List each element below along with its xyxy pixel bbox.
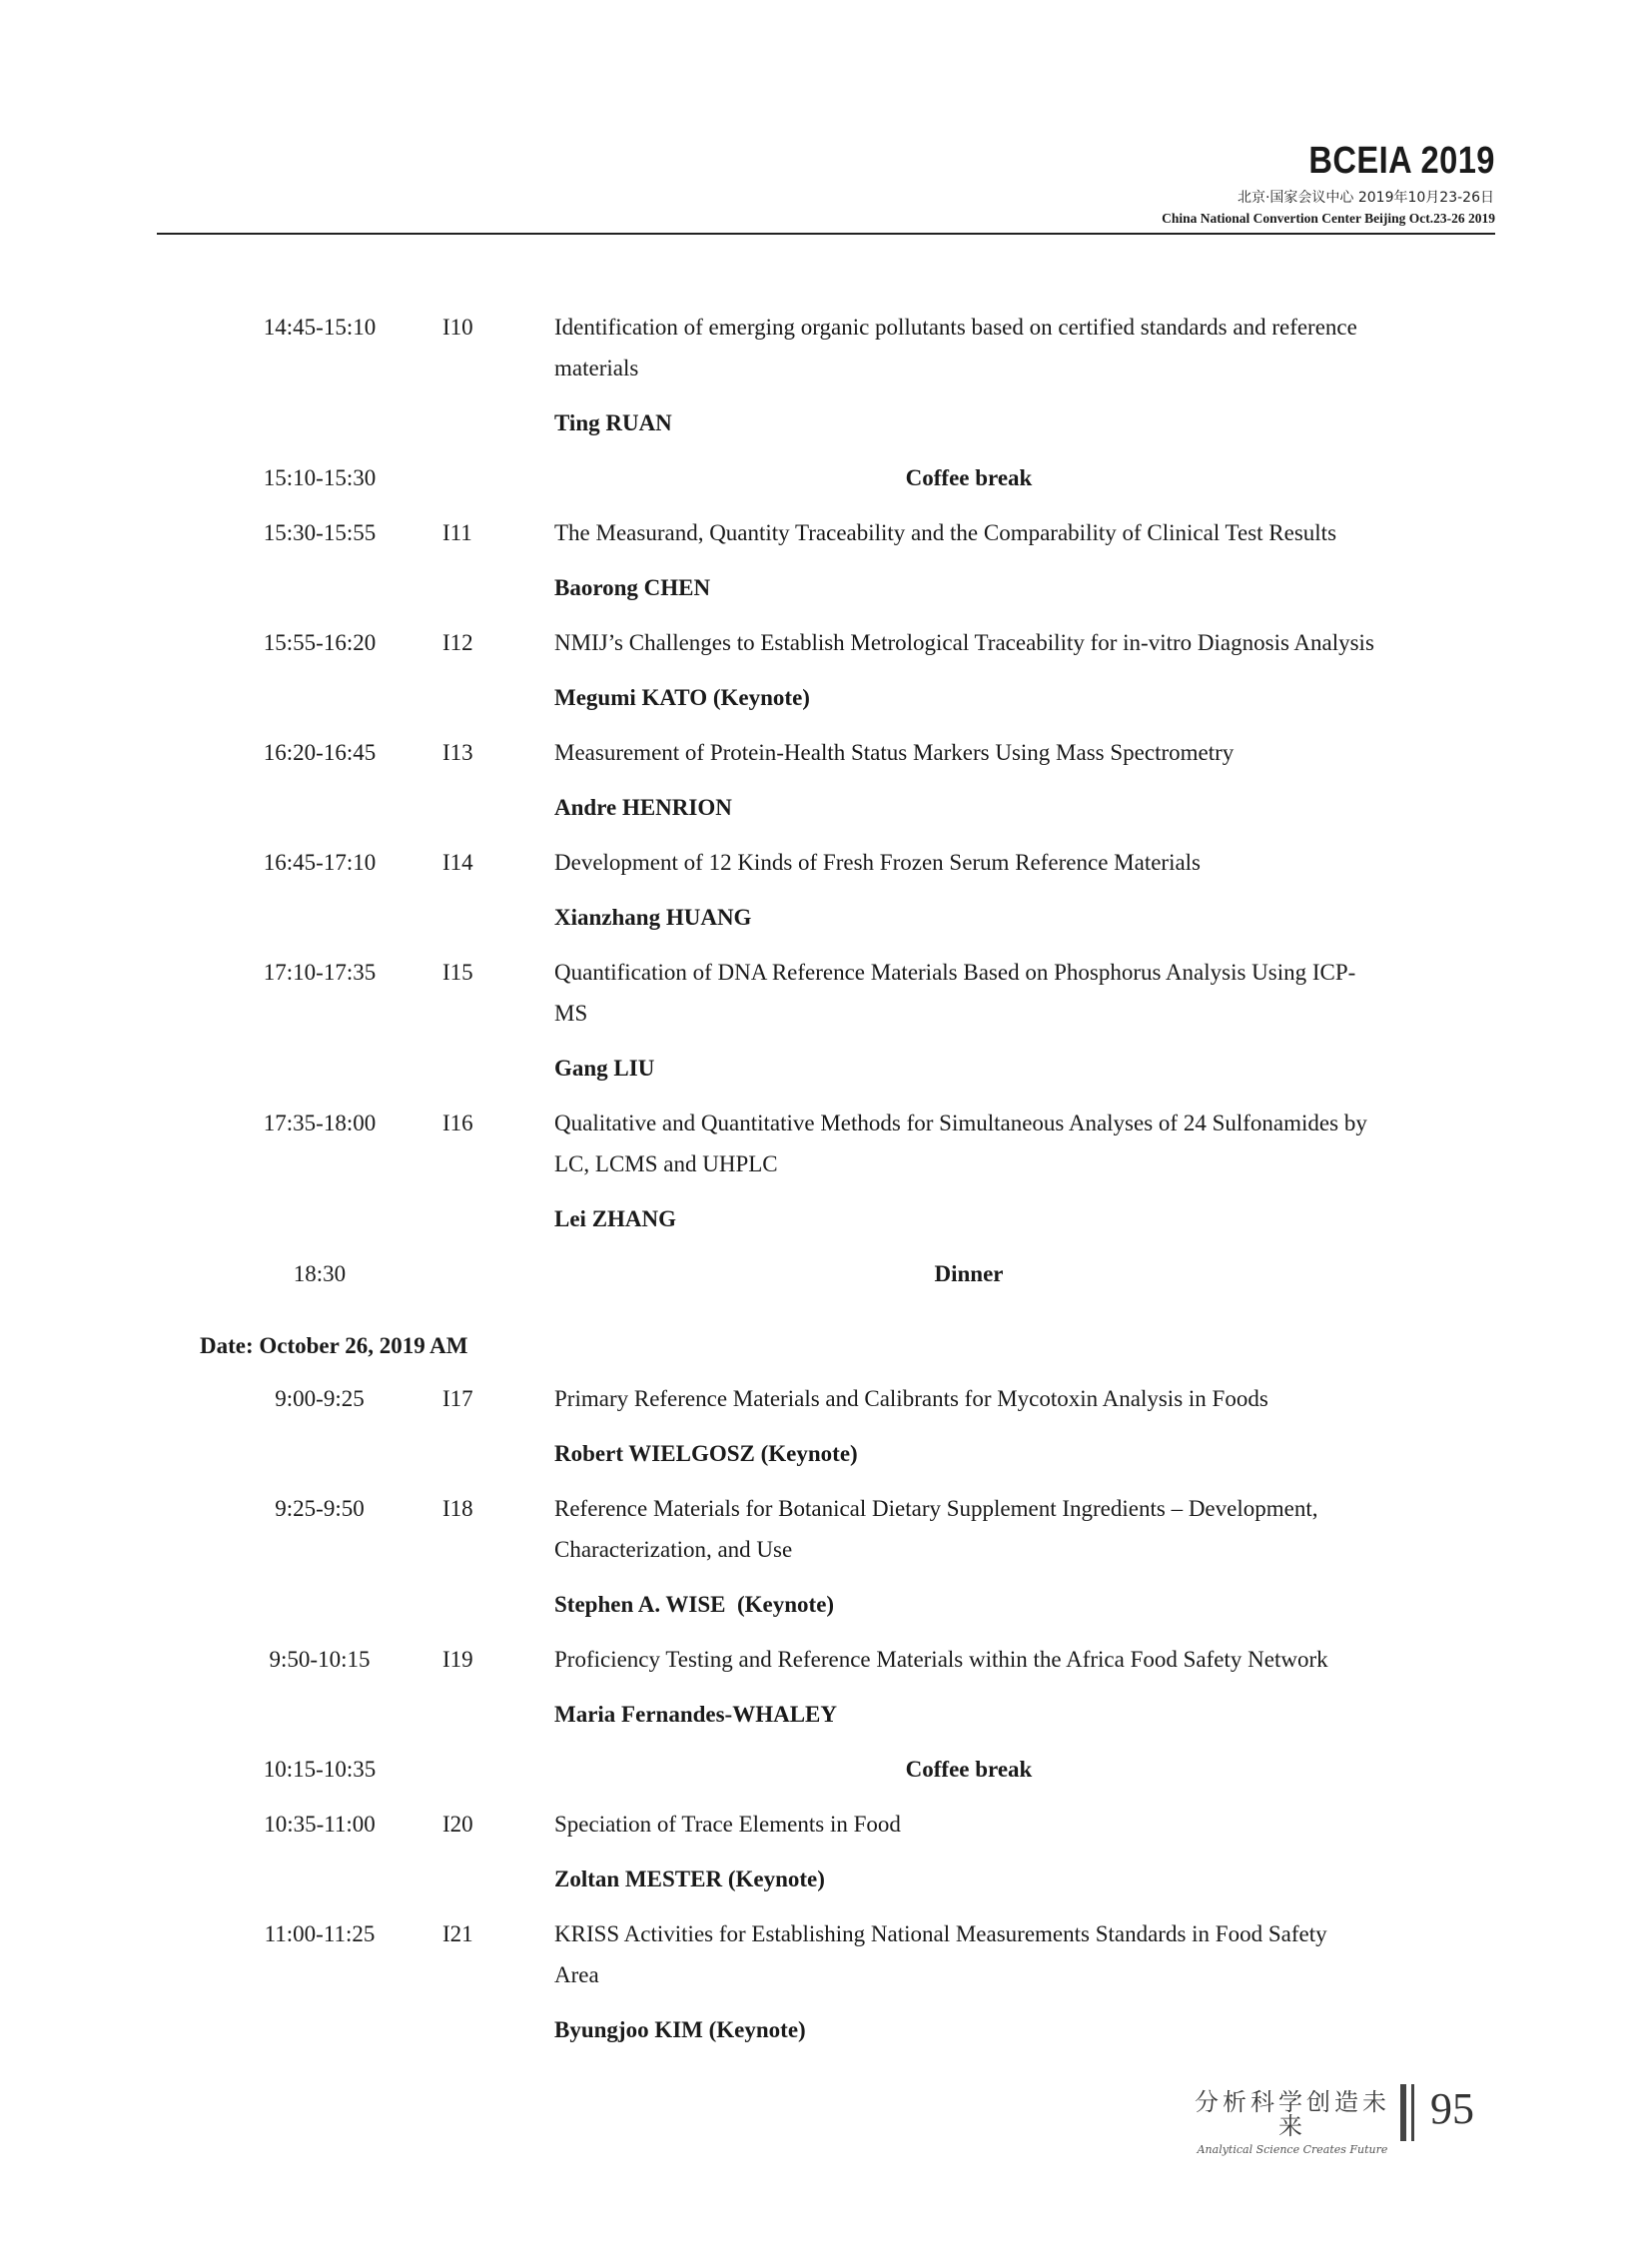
session-title: NMIJ’s Challenges to Establish Metrological Traceability for in-vitro Diagnosis Analysis — [554, 630, 1374, 655]
session-speaker: Ting RUAN — [554, 410, 672, 435]
session-time: 15:55-16:20 — [263, 630, 377, 655]
break-label: Coffee break — [905, 465, 1033, 490]
day-heading: Date: October 26, 2019 AM — [200, 1333, 468, 1358]
session-title-line2: MS — [554, 1001, 588, 1026]
session-code: I19 — [442, 1647, 473, 1672]
session-title-line2: Area — [554, 1962, 599, 1987]
footer-divider-thin — [1411, 2084, 1414, 2141]
session-speaker: Maria Fernandes-WHALEY — [554, 1702, 838, 1727]
session-title-line2: materials — [554, 356, 639, 380]
conference-subtitle-en: China National Convertion Center Beijing Oct.23-26 2019 — [1162, 211, 1495, 226]
session-title: Quantification of DNA Reference Materials Based on Phosphorus Analysis Using ICP- — [554, 960, 1356, 985]
session-speaker: Robert WIELGOSZ (Keynote) — [554, 1441, 858, 1466]
session-title-line2: Characterization, and Use — [554, 1537, 793, 1562]
session-code: I10 — [442, 315, 473, 340]
break-label: Dinner — [934, 1261, 1004, 1286]
session-title: KRISS Activities for Establishing National Measurements Standards in Food Safety — [554, 1921, 1327, 1946]
conference-subtitle-cn: 北京·国家会议中心 2019年10月23-26日 — [1237, 190, 1494, 206]
session-code: I18 — [442, 1496, 473, 1521]
slogan-cn: 分析科学创造未来 — [1195, 2088, 1390, 2140]
session-speaker: Zoltan MESTER (Keynote) — [554, 1867, 825, 1891]
session-speaker: Megumi KATO (Keynote) — [554, 685, 810, 710]
footer-divider-thick — [1400, 2084, 1406, 2141]
session-speaker: Andre HENRION — [554, 795, 732, 820]
session-code: I14 — [442, 850, 473, 875]
session-speaker: Stephen A. WISE (Keynote) — [554, 1592, 835, 1617]
break-label: Coffee break — [905, 1757, 1033, 1782]
session-code: I12 — [442, 630, 473, 655]
session-title: Development of 12 Kinds of Fresh Frozen Serum Reference Materials — [554, 850, 1202, 875]
session-speaker: Byungjoo KIM (Keynote) — [554, 2017, 806, 2042]
page-number: 95 — [1430, 2084, 1474, 2133]
session-time: 16:20-16:45 — [263, 740, 377, 765]
break-time: 18:30 — [293, 1261, 347, 1286]
session-code: I17 — [442, 1386, 473, 1411]
session-speaker: Xianzhang HUANG — [554, 905, 752, 930]
session-code: I20 — [442, 1812, 473, 1837]
session-time: 14:45-15:10 — [263, 315, 377, 340]
session-title: Speciation of Trace Elements in Food — [554, 1812, 901, 1837]
session-title: Reference Materials for Botanical Dietary Supplement Ingredients – Development, — [554, 1496, 1318, 1521]
session-code: I13 — [442, 740, 473, 765]
session-code: I21 — [442, 1921, 473, 1946]
slogan-en: Analytical Science Creates Future — [1197, 2143, 1388, 2156]
session-title: Primary Reference Materials and Calibrants for Mycotoxin Analysis in Foods — [554, 1386, 1268, 1411]
session-title: Proficiency Testing and Reference Materials within the Africa Food Safety Network — [554, 1647, 1328, 1672]
session-time: 9:25-9:50 — [275, 1496, 365, 1521]
session-title: The Measurand, Quantity Traceability and the Comparability of Clinical Test Results — [554, 520, 1337, 545]
session-time: 10:35-11:00 — [264, 1812, 376, 1837]
session-title: Measurement of Protein-Health Status Markers Using Mass Spectrometry — [554, 740, 1235, 765]
session-title-line2: LC, LCMS and UHPLC — [554, 1151, 778, 1176]
session-speaker: Baorong CHEN — [554, 575, 711, 600]
session-time: 9:50-10:15 — [269, 1647, 371, 1672]
header-divider — [157, 233, 1495, 235]
session-time: 11:00-11:25 — [264, 1921, 376, 1946]
footer-slogan — [1194, 2090, 1391, 2155]
break-time: 10:15-10:35 — [263, 1757, 377, 1782]
session-code: I15 — [442, 960, 473, 985]
session-title: Identification of emerging organic pollutants based on certified standards and reference — [554, 315, 1357, 340]
session-time: 9:00-9:25 — [275, 1386, 365, 1411]
session-time: 17:35-18:00 — [263, 1111, 377, 1135]
break-time: 15:10-15:30 — [263, 465, 377, 490]
session-time: 15:30-15:55 — [263, 520, 377, 545]
session-time: 16:45-17:10 — [263, 850, 377, 875]
session-speaker: Lei ZHANG — [554, 1206, 677, 1231]
session-time: 17:10-17:35 — [263, 960, 377, 985]
session-title: Qualitative and Quantitative Methods for Simultaneous Analyses of 24 Sulfonamides by — [554, 1111, 1367, 1135]
conference-title: BCEIA 2019 — [1308, 140, 1495, 182]
session-code: I16 — [442, 1111, 473, 1135]
session-speaker: Gang LIU — [554, 1056, 655, 1081]
session-code: I11 — [442, 520, 472, 545]
